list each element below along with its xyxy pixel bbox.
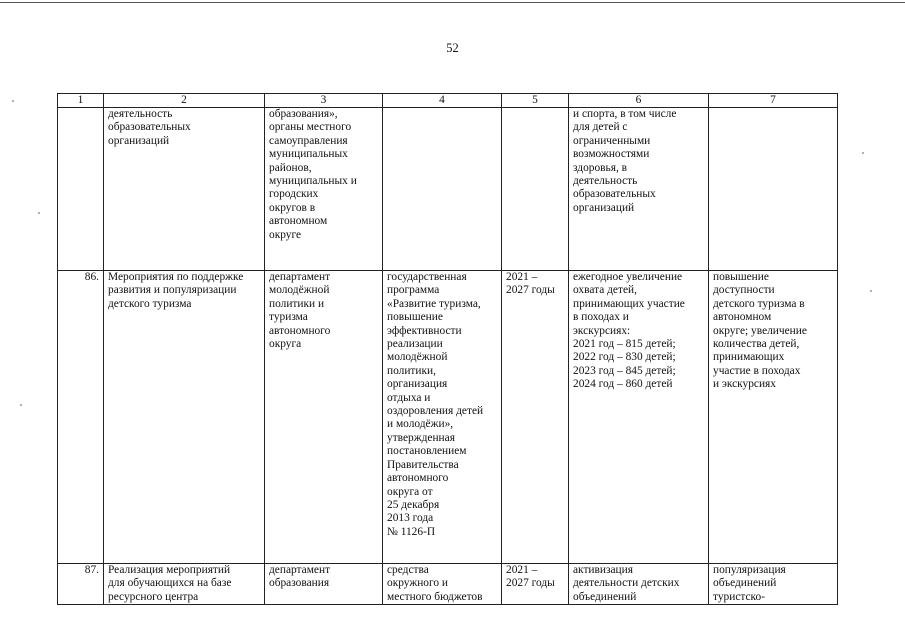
row-number: 86. — [58, 271, 104, 564]
source-cell: государственная программа «Развитие туризма, повышение эффективности реализации молодёжной политики, организация отдыха и оздоровления детей и молодёжи», утвержденная постановлением Правительства автономного округа от 25 декабря 2013 года № 1126-П — [383, 271, 502, 564]
indicator-cell: ежегодное увеличение охвата детей, принимающих участие в походах и экскурсиях: 2021 год – 815 детей; 2022 год – 830 детей; 2023 год – 845 детей; 2024 год – 860 детей — [569, 271, 709, 564]
scan-speck — [20, 404, 22, 406]
row-number — [58, 108, 104, 271]
program-table — [57, 93, 838, 605]
period-cell — [502, 108, 569, 271]
scan-speck — [12, 100, 14, 102]
column-header: 1 — [58, 94, 104, 108]
activity-cell: Мероприятия по поддержке развития и популяризации детского туризма — [104, 271, 265, 564]
result-cell: популяризация объединений туристско- — [709, 564, 838, 605]
column-header: 4 — [383, 94, 502, 108]
row-number: 87. — [58, 564, 104, 605]
column-header: 3 — [265, 94, 383, 108]
table-row — [58, 564, 838, 605]
source-cell: средства окружного и местного бюджетов — [383, 564, 502, 605]
result-cell — [709, 108, 838, 271]
table-row — [58, 108, 838, 271]
column-header: 5 — [502, 94, 569, 108]
period-cell: 2021 – 2027 годы — [502, 564, 569, 605]
source-cell — [383, 108, 502, 271]
page-number: 52 — [446, 41, 459, 55]
period-cell: 2021 – 2027 годы — [502, 271, 569, 564]
scan-speck — [38, 212, 40, 214]
scan-speck — [870, 290, 872, 292]
scan-edge-line — [0, 2, 905, 3]
activity-cell: Реализация мероприятий для обучающихся на базе ресурсного центра — [104, 564, 265, 605]
responsible-cell: образования», органы местного самоуправления муниципальных районов, муниципальных и городских округов в автономном округе — [265, 108, 383, 271]
column-header: 7 — [709, 94, 838, 108]
scan-speck — [862, 152, 864, 154]
result-cell: повышение доступности детского туризма в автономном округе; увеличение количества детей, принимающих участие в походах и экскурсиях — [709, 271, 838, 564]
indicator-cell: и спорта, в том числе для детей с ограниченными возможностями здоровья, в деятельность образовательных организаций — [569, 108, 709, 271]
indicator-cell: активизация деятельности детских объединений — [569, 564, 709, 605]
column-header: 6 — [569, 94, 709, 108]
column-header: 2 — [104, 94, 265, 108]
responsible-cell: департамент молодёжной политики и туризма автономного округа — [265, 271, 383, 564]
table-header-row — [58, 94, 838, 108]
table-row — [58, 271, 838, 564]
activity-cell: деятельность образовательных организаций — [104, 108, 265, 271]
responsible-cell: департамент образования — [265, 564, 383, 605]
